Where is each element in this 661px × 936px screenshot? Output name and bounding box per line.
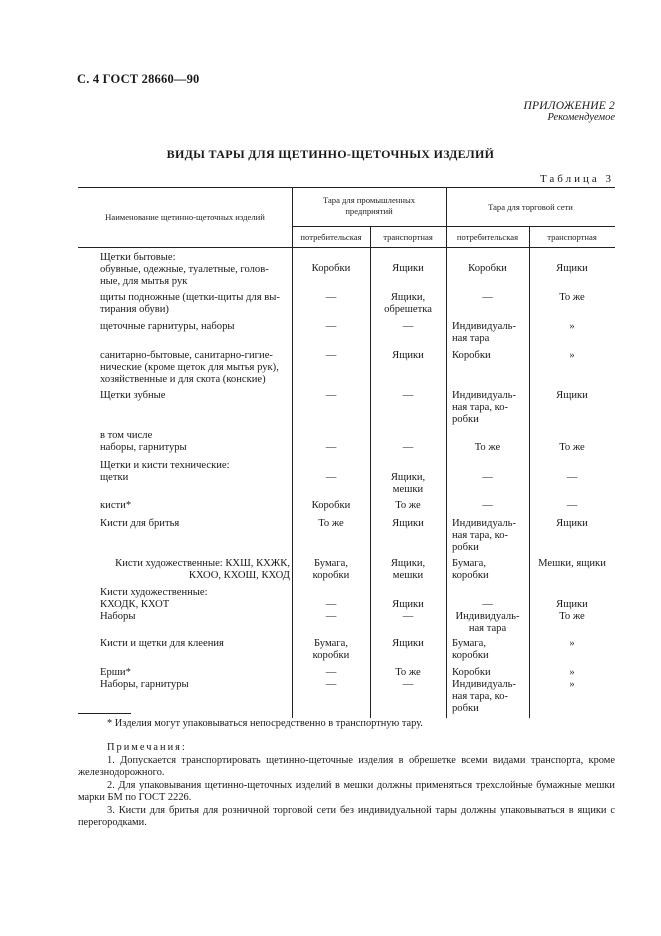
- row-name: Щетки и кисти технические: щетки: [100, 460, 230, 483]
- cell-consumer-1: —: [325, 292, 337, 303]
- cell-transport-1: —: [402, 442, 414, 453]
- cell-consumer-1: —: [325, 321, 337, 332]
- cell-transport-1: Ящики, мешки: [390, 558, 426, 581]
- cell-transport-1: Ящики —: [392, 599, 424, 622]
- row-name: Ерши* Наборы, гарнитуры: [100, 667, 189, 690]
- header-transport-2: транспортная: [547, 232, 597, 242]
- cell-transport-2: Ящики: [556, 390, 588, 401]
- header-bottom-rule: [78, 247, 615, 248]
- row-name: Щетки бытовые: обувные, одежные, туалетные, голов- ные, для мытья рук: [100, 252, 269, 287]
- row-name: Кисти художественные: КХОДК, КХОТ Наборы: [100, 587, 208, 622]
- cell-transport-2: —: [566, 500, 578, 511]
- appendix-subtitle: Рекомендуемое: [547, 112, 615, 123]
- cell-transport-2: »: [569, 638, 575, 649]
- header-name-col: Наименование щетинно-щеточных изделий: [105, 212, 265, 222]
- subheader-rule: [292, 226, 615, 227]
- cell-consumer-2: Индивидуаль- ная тара, ко- робки: [452, 518, 517, 553]
- cell-transport-1: Ящики: [392, 263, 424, 274]
- cell-transport-1: Ящики, мешки: [390, 472, 426, 495]
- table-label: Таблица 3: [539, 173, 614, 185]
- cell-transport-2: —: [566, 472, 578, 483]
- document-title: ВИДЫ ТАРЫ ДЛЯ ЩЕТИННО-ЩЕТОЧНЫХ ИЗДЕЛИЙ: [166, 147, 495, 161]
- cell-transport-1: Ящики: [392, 518, 424, 529]
- cell-consumer-2: Коробки: [468, 263, 507, 274]
- cell-consumer-1: Бумага, коробки: [312, 638, 350, 661]
- cell-transport-2: Мешки, ящики: [538, 558, 606, 569]
- cell-consumer-1: —: [325, 350, 337, 361]
- cell-transport-2: »: [569, 350, 575, 361]
- cell-transport-2: Ящики То же: [556, 599, 588, 622]
- note-3: 3. Кисти для бритья для розничной торговой сети без индивидуальной тары должны упаковываться в ящики с перегородками.: [78, 805, 615, 828]
- cell-consumer-2: Коробки: [452, 350, 491, 361]
- cell-transport-1: То же: [395, 500, 421, 511]
- row-name: Кисти и щетки для клеения: [100, 638, 224, 649]
- row-name: щиты подножные (щетки-щиты для вы- тирания обуви): [100, 292, 280, 315]
- cell-consumer-1: — —: [325, 667, 337, 690]
- page-header: С. 4 ГОСТ 28660—90: [77, 72, 200, 86]
- row-name: щеточные гарнитуры, наборы: [100, 321, 235, 332]
- cell-transport-2: Ящики: [556, 518, 588, 529]
- cell-transport-1: Ящики, обрешетка: [384, 292, 432, 315]
- cell-transport-1: —: [402, 390, 414, 401]
- row-name-text: санитарно-бытовые, санитарно-гигие- нические (кроме щеток для мытья рук), хозяйственные и для скота (конские): [100, 350, 279, 385]
- header-industrial-group: Тара для промышленных предприятий: [322, 195, 416, 216]
- notes-title: Примечания:: [107, 742, 187, 753]
- cell-consumer-2: Бумага, коробки: [452, 558, 489, 581]
- row-name: кисти*: [100, 500, 132, 511]
- cell-transport-2: То же: [559, 292, 585, 303]
- cell-consumer-1: —: [325, 472, 337, 483]
- cell-consumer-2: — Индивидуаль- ная тара: [455, 599, 520, 634]
- cell-consumer-1: — —: [325, 599, 337, 622]
- cell-transport-1: Ящики: [392, 350, 424, 361]
- cell-consumer-2: Индивидуаль- ная тара: [452, 321, 517, 344]
- header-retail-group: Тара для торговой сети: [488, 202, 573, 212]
- cell-consumer-1: Коробки: [311, 263, 351, 274]
- cell-consumer-1: —: [325, 442, 337, 453]
- cell-transport-2: Ящики: [556, 263, 588, 274]
- cell-consumer-1: Бумага, коробки: [312, 558, 350, 581]
- cell-consumer-2: —: [482, 472, 493, 483]
- row-name: Кисти художественные: КХШ, КХЖК, КХОО, КХОШ, КХОД: [115, 558, 290, 581]
- note-1: 1. Допускается транспортировать щетинно-щеточные изделия в обрешетке всеми видами транспорта, кроме железнодорожного.: [78, 755, 615, 778]
- cell-transport-2: То же: [559, 442, 585, 453]
- footnote: * Изделия могут упаковываться непосредственно в транспортную тару.: [107, 718, 423, 729]
- cell-consumer-2: Бумага, коробки: [452, 638, 489, 661]
- table-top-rule: [78, 187, 615, 188]
- row-name: в том числе наборы, гарнитуры: [100, 430, 187, 453]
- row-name: [100, 350, 290, 386]
- cell-transport-1: Ящики: [392, 638, 424, 649]
- row-name: Кисти для бритья: [100, 518, 180, 529]
- cell-consumer-2: То же: [474, 442, 501, 453]
- cell-consumer-2: —: [482, 292, 493, 303]
- cell-consumer-1: То же: [318, 518, 344, 529]
- header-transport-1: транспортная: [383, 232, 433, 242]
- row-name: Щетки зубные: [100, 390, 166, 401]
- cell-transport-2: » »: [569, 667, 575, 690]
- note-2: 2. Для упаковывания щетинно-щеточных изделий в мешки должны применяться трехслойные бумажные мешки марки БМ по ГОСТ 2226.: [78, 780, 615, 803]
- cell-consumer-2: Индивидуаль- ная тара, ко- робки: [452, 390, 517, 425]
- cell-consumer-2: —: [482, 500, 493, 511]
- cell-consumer-1: Коробки: [311, 500, 351, 511]
- cell-consumer-2: Коробки Индивидуаль- ная тара, ко- робки: [452, 667, 517, 714]
- header-consumer-1: потребительская: [300, 232, 362, 242]
- cell-transport-1: То же —: [395, 667, 421, 690]
- cell-transport-2: »: [569, 321, 575, 332]
- header-consumer-2: потребительская: [456, 232, 519, 242]
- cell-consumer-1: —: [325, 390, 337, 401]
- appendix-title: ПРИЛОЖЕНИЕ 2: [523, 100, 615, 112]
- appendix-label: [523, 100, 615, 124]
- footnote-rule: [78, 713, 131, 714]
- cell-transport-1: —: [402, 321, 414, 332]
